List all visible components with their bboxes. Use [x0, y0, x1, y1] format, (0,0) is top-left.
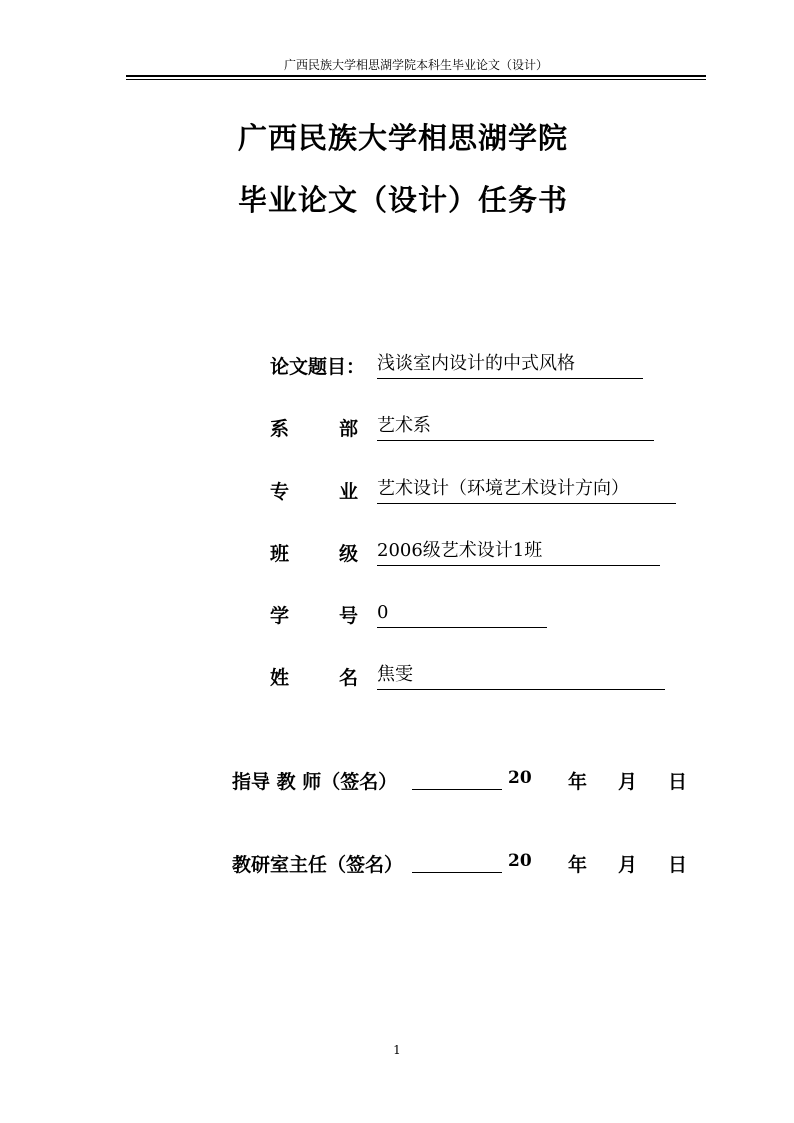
header-rule-thick — [126, 75, 706, 77]
running-header: 广西民族大学相思湖学院本科生毕业论文（设计） — [283, 58, 548, 72]
header-rule-thin — [126, 79, 706, 80]
field-name-label — [270, 663, 358, 690]
signature-director-year-prefix: 20 — [508, 851, 532, 871]
field-name-value: 焦雯 — [377, 663, 665, 690]
field-class-label-char-1: 班 — [270, 543, 290, 565]
field-major-value: 艺术设计（环境艺术设计方向） — [377, 477, 676, 504]
field-topic-label: 论文题目： — [270, 356, 366, 378]
signature-director-month-label: 月 — [618, 854, 638, 876]
signature-director-label: 教研室主任（签名） — [232, 854, 404, 876]
field-class-value: 2006级艺术设计1班 — [377, 539, 660, 566]
signature-advisor-year-label: 年 — [568, 771, 588, 793]
field-name-label-char-2: 名 — [338, 667, 358, 689]
signature-advisor-year-prefix: 20 — [508, 768, 532, 788]
field-major-label-char-1: 专 — [270, 481, 290, 503]
signature-director-line — [412, 872, 502, 873]
field-name-label-char-1: 姓 — [270, 667, 290, 689]
signature-advisor-month-label: 月 — [618, 771, 638, 793]
field-student-id-label-char-1: 学 — [270, 605, 290, 627]
field-department-value: 艺术系 — [377, 414, 654, 441]
field-department-label-char-1: 系 — [270, 418, 290, 440]
field-class-label-char-2: 级 — [338, 543, 358, 565]
field-student-id-value: 0 — [377, 601, 547, 628]
field-topic-value: 浅谈室内设计的中式风格 — [377, 352, 643, 379]
field-department-label-char-2: 部 — [338, 418, 358, 440]
field-major-label — [270, 477, 358, 504]
field-student-id-label-char-2: 号 — [338, 605, 358, 627]
field-department-label — [270, 414, 358, 441]
page-number: 1 — [393, 1043, 401, 1057]
title-line-2: 毕业论文（设计）任务书 — [238, 183, 569, 217]
signature-director-year-label: 年 — [568, 854, 588, 876]
signature-advisor-label: 指导 教 师（签名） — [232, 771, 398, 793]
signature-advisor-day-label: 日 — [668, 771, 688, 793]
field-class-label — [270, 539, 358, 566]
signature-advisor-line — [412, 789, 502, 790]
signature-director-day-label: 日 — [668, 854, 688, 876]
title-line-1: 广西民族大学相思湖学院 — [238, 121, 569, 155]
field-student-id-label — [270, 601, 358, 628]
field-major-label-char-2: 业 — [338, 481, 358, 503]
